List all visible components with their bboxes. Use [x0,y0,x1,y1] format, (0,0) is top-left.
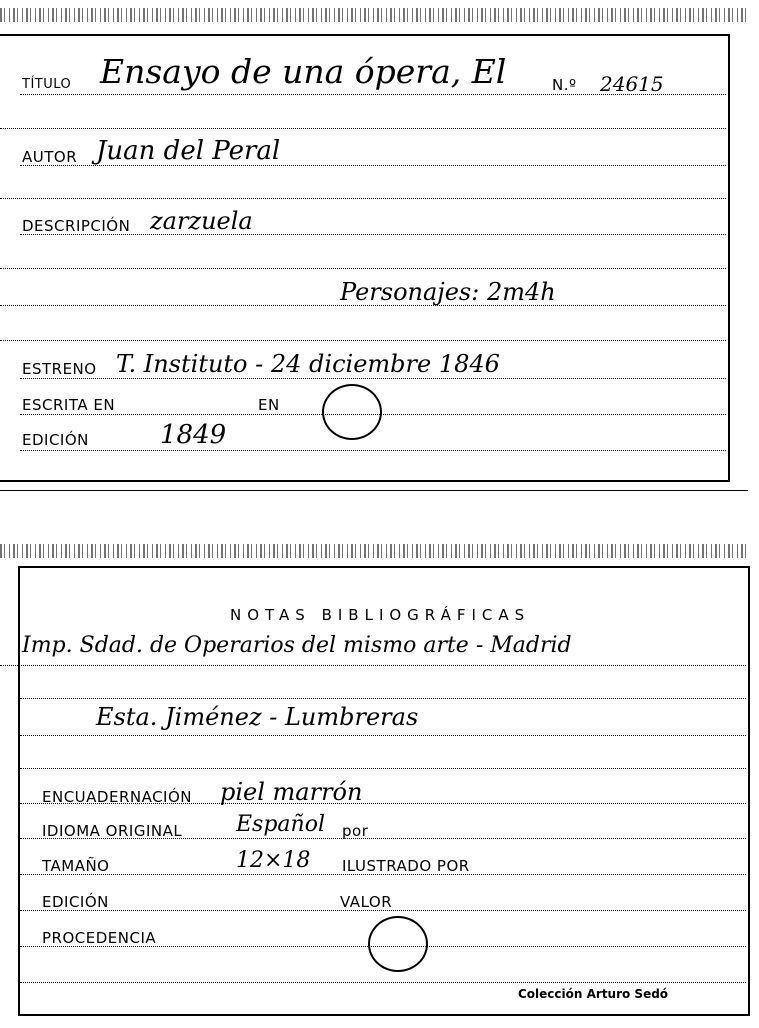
procedencia-label: PROCEDENCIA [42,929,157,947]
ruled-line [20,378,726,379]
tamano-value: 12×18 [236,848,311,873]
seal-stamp [368,916,428,972]
tamano-label: TAMAÑO [42,857,110,875]
encuadernacion-label: ENCUADERNACIÓN [42,788,193,806]
ruled-line [0,198,726,199]
edicion-value: 1849 [160,420,227,450]
seal-stamp [322,384,382,440]
descripcion-label: DESCRIPCIÓN [22,217,131,235]
scan-edge-noise [0,8,748,22]
numero-value: 24615 [600,72,664,96]
ruled-line [20,768,746,769]
note-line-1: Imp. Sdad. de Operarios del mismo arte - Madrid [22,633,572,658]
numero-label: N.º [552,76,577,94]
ruled-line [0,128,726,129]
idioma-label: IDIOMA ORIGINAL [42,822,183,840]
encuadernacion-value: piel marrón [220,778,363,806]
autor-value: Juan del Peral [96,136,281,166]
notas-heading: NOTAS BIBLIOGRÁFICAS [230,606,531,624]
estreno-label: ESTRENO [22,360,97,378]
edicion-label: EDICIÓN [22,431,89,449]
descripcion-value: zarzuela [150,207,253,235]
ruled-line [20,450,726,451]
titulo-label: TÍTULO [22,77,72,92]
edicion-label: EDICIÓN [42,893,109,911]
ruled-line [20,698,746,699]
valor-label: VALOR [340,893,393,911]
collection-footer: Colección Arturo Sedó [518,987,669,1001]
note-line-2: Esta. Jiménez - Lumbreras [96,703,419,731]
ruled-line [20,735,746,736]
en-label: EN [258,396,280,414]
escrita-label: ESCRITA EN [22,396,116,414]
estreno-value: T. Instituto - 24 diciembre 1846 [116,350,500,378]
ruled-line [20,982,746,983]
ruled-line [0,268,726,269]
titulo-value: Ensayo de una ópera, El [100,52,507,91]
ruled-line [0,340,726,341]
personajes-value: Personajes: 2m4h [340,278,556,306]
card-divider [0,490,748,491]
autor-label: AUTOR [22,148,78,166]
idioma-value: Español [236,812,325,837]
ilustrado-label: ILUSTRADO POR [342,857,470,875]
por-label: por [342,822,369,840]
scan-edge-noise [0,544,748,558]
ruled-line [0,665,746,666]
